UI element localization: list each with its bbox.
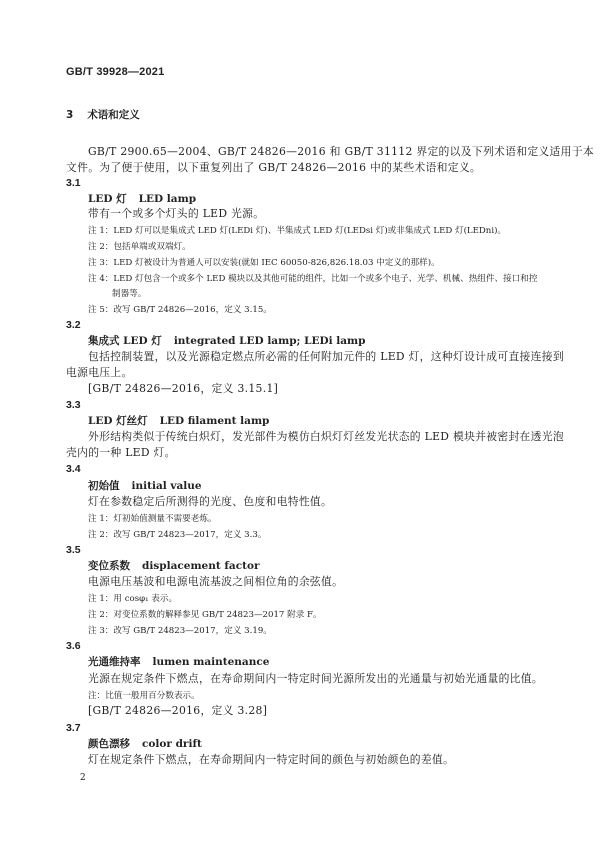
term-number-3-7: 3.7 — [66, 722, 81, 734]
term-zh: LED 灯丝灯 — [88, 415, 148, 427]
term-number-3-4: 3.4 — [66, 463, 81, 475]
page-number: 2 — [80, 773, 86, 783]
note-3-1-3: 注 3：LED 灯被设计为普通人可以安装(就如 IEC 60050-826,826.18.03 中定义的那样)。 — [88, 258, 440, 268]
definition-3-1: 带有一个或多个灯头的 LED 光源。 — [88, 207, 265, 220]
term-title-3-2 — [88, 334, 365, 348]
definition-3-5: 电源电压基波和电源电流基波之间相位角的余弦值。 — [88, 575, 344, 588]
term-en: initial value — [131, 480, 202, 492]
note-3-5-3: 注 3：改写 GB/T 24823—2017，定义 3.19。 — [88, 626, 272, 636]
term-title-3-3 — [88, 414, 269, 428]
section-number: 3 — [66, 109, 74, 121]
definition-3-3-line-2: 壳内的一种 LED 灯。 — [66, 446, 176, 459]
term-en: LED lamp — [138, 193, 197, 205]
term-en: displacement factor — [142, 560, 260, 572]
note-3-1-5: 注 5：改写 GB/T 24826—2016，定义 3.15。 — [88, 305, 272, 315]
term-title-3-7 — [88, 737, 202, 751]
term-number-3-6: 3.6 — [66, 640, 81, 652]
note-3-6: 注：比值一般用百分数表示。 — [88, 691, 200, 701]
note-3-4-1: 注 1：灯初始值测量不需要老炼。 — [88, 514, 217, 524]
note-3-1-1: 注 1：LED 灯可以是集成式 LED 灯(LEDi 灯)、半集成式 LED 灯(LEDsi 灯)或非集成式 LED 灯(LEDni)。 — [88, 226, 507, 236]
term-zh: 变位系数 — [88, 560, 130, 572]
term-zh: LED 灯 — [88, 193, 127, 205]
section-heading — [66, 108, 140, 122]
reference-3-6: [GB/T 24826—2016，定义 3.28] — [88, 704, 268, 717]
definition-3-4: 灯在参数稳定后所测得的光度、色度和电特性值。 — [88, 495, 333, 508]
term-zh: 颜色漂移 — [88, 738, 130, 750]
term-en: color drift — [142, 738, 202, 750]
term-en: integrated LED lamp; LEDi lamp — [173, 335, 366, 347]
intro-line-1: GB/T 2900.65—2004、GB/T 24826—2016 和 GB/T 31112 界定的以及下列术语和定义适用于本 — [88, 145, 594, 158]
standard-id-header: GB/T 39928—2021 — [66, 66, 165, 78]
intro-line-2: 文件。为了便于使用，以下重复列出了 GB/T 24826—2016 中的某些术语和定义。 — [66, 161, 482, 174]
term-zh: 集成式 LED 灯 — [88, 335, 162, 347]
note-3-1-2: 注 2：包括单端或双端灯。 — [88, 242, 191, 252]
term-title-3-1 — [88, 192, 196, 206]
note-3-5-1: 注 1：用 cosφ₁ 表示。 — [88, 594, 178, 604]
term-title-3-4 — [88, 479, 202, 493]
definition-3-2-line-1: 包括控制装置，以及光源稳定燃点所必需的任何附加元件的 LED 灯，这种灯设计成可直接连接到 — [88, 350, 564, 363]
term-number-3-3: 3.3 — [66, 399, 81, 411]
term-zh: 初始值 — [88, 480, 120, 492]
note-3-1-4-cont: 制器等。 — [112, 289, 147, 299]
term-en: lumen maintenance — [152, 656, 270, 668]
definition-3-2-line-2: 电源电压上。 — [66, 366, 133, 379]
note-3-4-2: 注 2：改写 GB/T 24823—2017，定义 3.3。 — [88, 530, 267, 540]
note-3-5-2: 注 2：对变位系数的解释参见 GB/T 24823—2017 附录 F。 — [88, 610, 322, 620]
definition-3-6: 光源在规定条件下燃点，在寿命期间内一特定时间光源所发出的光通量与初始光通量的比值。 — [88, 672, 543, 685]
term-number-3-2: 3.2 — [66, 319, 81, 331]
reference-3-2: [GB/T 24826—2016，定义 3.15.1] — [88, 382, 279, 395]
definition-3-3-line-1: 外形结构类似于传统白炽灯，发光部件为模仿白炽灯灯丝发光状态的 LED 模块并被密封在透光泡 — [88, 430, 564, 443]
term-en: LED filament lamp — [159, 415, 270, 427]
term-zh: 光通维持率 — [88, 656, 141, 668]
definition-3-7: 灯在规定条件下燃点，在寿命期间内一特定时间的颜色与初始颜色的差值。 — [88, 753, 455, 766]
term-number-3-5: 3.5 — [66, 544, 81, 556]
section-title: 术语和定义 — [87, 109, 140, 121]
note-3-1-4: 注 4：LED 灯包含一个或多个 LED 模块以及其他可能的组件，比如一个或多个电子、光学、机械、热组件、接口和控 — [88, 274, 538, 284]
term-title-3-6 — [88, 655, 269, 669]
term-number-3-1: 3.1 — [66, 177, 81, 189]
term-title-3-5 — [88, 559, 259, 573]
